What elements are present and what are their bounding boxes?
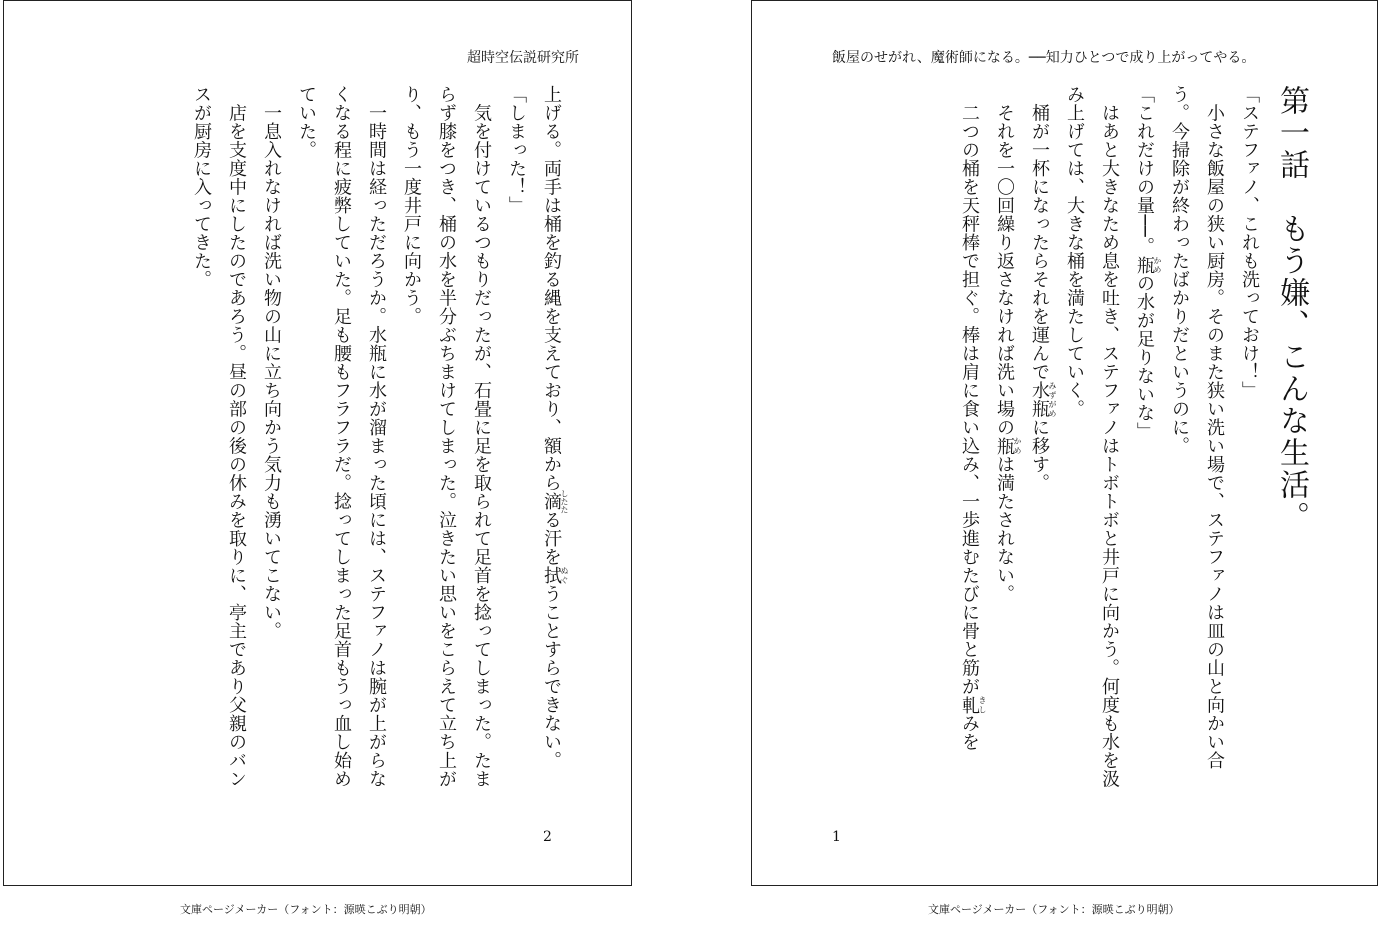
ruby-word: 瓶かめ [994,436,1022,455]
dialogue-line: 「ステファノ、これも洗っておけ！」 [1239,85,1260,400]
page-2 [3,0,632,886]
ruby-word: 軋きし [959,695,987,714]
page-1 [751,0,1378,886]
page-number: 1 [832,829,841,845]
paragraph: 一息入れなければ洗い物の山に立ち向かう気力も湧いてこない。 [261,85,282,640]
paragraph: 上げる。両手は桶を釣る縄を支えており、額から滴したたる汗を拭ぬぐうことすらできない。 [541,85,569,770]
dialogue-line: 「しまった！」 [506,85,527,215]
paragraph: 二つの桶を天秤棒で担ぐ。棒は肩に食い込み、一歩進むたびに骨と筋が軋きしみを [959,85,987,751]
paragraph: 一時間は経っただろうか。水瓶に水が溜まった頃には、ステファノは腕が上がらなくなる程に疲弊していた。足も腰もフラフラだ。捻ってしまった足首もうっ血し始めていた。 [296,85,387,788]
paragraph: 桶が一杯になったらそれを運んで水瓶みずがめに移す。 [1029,85,1057,492]
page-number: 2 [543,829,552,845]
ruby-word: 拭ぬぐ [541,566,569,585]
ruby-word: 滴したた [541,489,569,514]
paragraph: 小さな飯屋の狭い厨房。そのまた狭い洗い場で、ステファノは皿の山と向かい合う。今掃除が終わったばかりだというのに。 [1169,85,1225,770]
vertical-text-body [109,85,569,805]
paragraph: それを一〇回繰り返さなければ洗い場の瓶かめは満たされない。 [994,85,1022,603]
ruby-word: 瓶かめ [1134,255,1162,275]
running-header: 超時空伝説研究所 [467,50,579,66]
paragraph: 気を付けているつもりだったが、石畳に足を取られて足首を捻ってしまった。たまらず膝をつき、桶の水を半分ぶちまけてしまった。泣きたい思いをこらえて立ち上がり、もう一度井戸に向かう。 [401,85,492,788]
footer-caption: 文庫ページメーカー（フォント：源暎こぶり明朝） [928,903,1180,916]
ruby-word: 水瓶みずがめ [1029,381,1057,418]
chapter-title: 第一話 もう嫌、こんな生活。 [1274,85,1309,533]
paragraph: はあと大きなため息を吐き、ステファノはトボトボと井戸に向かう。何度も水を汲み上げては、大きな桶を満たしていく。 [1064,85,1120,788]
running-header: 飯屋のせがれ、魔術師になる。──知力ひとつで成り上がってやる。 [832,50,1256,66]
footer-caption: 文庫ページメーカー（フォント：源暎こぶり明朝） [180,903,432,916]
paragraph: 店を支度中にしたのであろう。昼の部の後の休みを取りに、亭主であり父親のバンスが厨房に入ってきた。 [191,85,247,788]
dialogue-line: 「これだけの量──。瓶かめの水が足りないな」 [1134,85,1162,441]
vertical-text-body [805,85,1315,805]
